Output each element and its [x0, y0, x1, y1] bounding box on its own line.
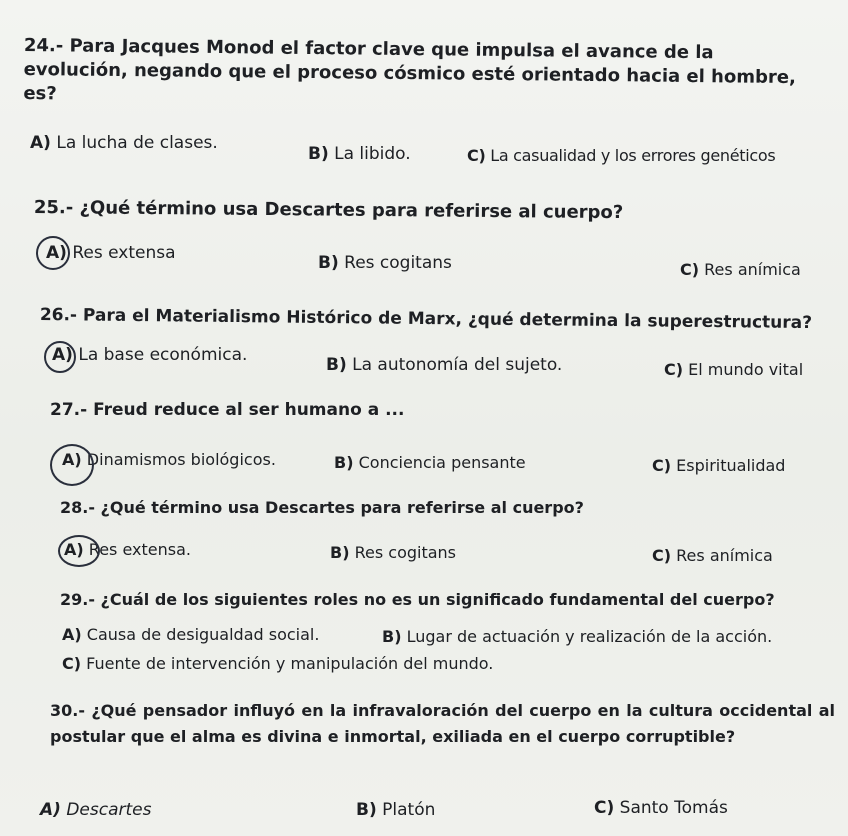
q29-option-a: A) Causa de desigualdad social.: [62, 625, 320, 644]
question-29-stem: 29.- ¿Cuál de los siguientes roles no es un significado fundamental del cuerpo?: [60, 590, 775, 609]
question-24-stem: 24.- Para Jacques Monod el factor clave que impulsa el avance de la evolución, negando que el proceso cósmico esté orientado hacia el hombre, es?: [23, 34, 796, 105]
q29-option-b: B) Lugar de actuación y realización de la acción.: [382, 627, 773, 646]
q28-option-b: B) Res cogitans: [330, 543, 457, 562]
q25-option-c: C) Res anímica: [680, 260, 801, 279]
q27-option-c: C) Espiritualidad: [652, 456, 786, 475]
q30-option-b: B) Platón: [356, 800, 436, 820]
q25-option-b: B) Res cogitans: [318, 253, 452, 273]
question-28-stem: 28.- ¿Qué término usa Descartes para referirse al cuerpo?: [60, 498, 584, 517]
q26-option-c: C) El mundo vital: [664, 360, 804, 379]
q26-option-a: A) La base económica.: [52, 345, 248, 365]
q24-option-a: A) La lucha de clases.: [30, 133, 218, 153]
q28-option-c: C) Res anímica: [652, 546, 773, 565]
question-30-stem: 30.- ¿Qué pensador influyó en la infravaloración del cuerpo en la cultura occidental al postular que el alma es divina e inmortal, exiliada en el cuerpo corruptible?: [50, 701, 835, 746]
question-25-stem: 25.- ¿Qué término usa Descartes para referirse al cuerpo?: [33, 196, 624, 224]
q30-option-c: C) Santo Tomás: [594, 798, 728, 818]
q30-option-a: A) Descartes: [40, 800, 152, 820]
q25-option-a: A) Res extensa: [46, 243, 176, 263]
q27-option-b: B) Conciencia pensante: [334, 453, 526, 472]
question-27-stem: 27.- Freud reduce al ser humano a ...: [50, 400, 405, 420]
q24-option-b: B) La libido.: [308, 144, 411, 164]
q24-option-c: C) La casualidad y los errores genéticos: [467, 146, 776, 165]
q28-option-a: A) Res extensa.: [64, 540, 191, 559]
q29-option-c: C) Fuente de intervención y manipulación del mundo.: [62, 654, 494, 673]
q27-option-a: A) Dinamismos biológicos.: [62, 450, 276, 469]
q26-option-b: B) La autonomía del sujeto.: [326, 355, 563, 375]
question-26-stem: 26.- Para el Materialismo Histórico de Marx, ¿qué determina la superestructura?: [39, 304, 813, 334]
